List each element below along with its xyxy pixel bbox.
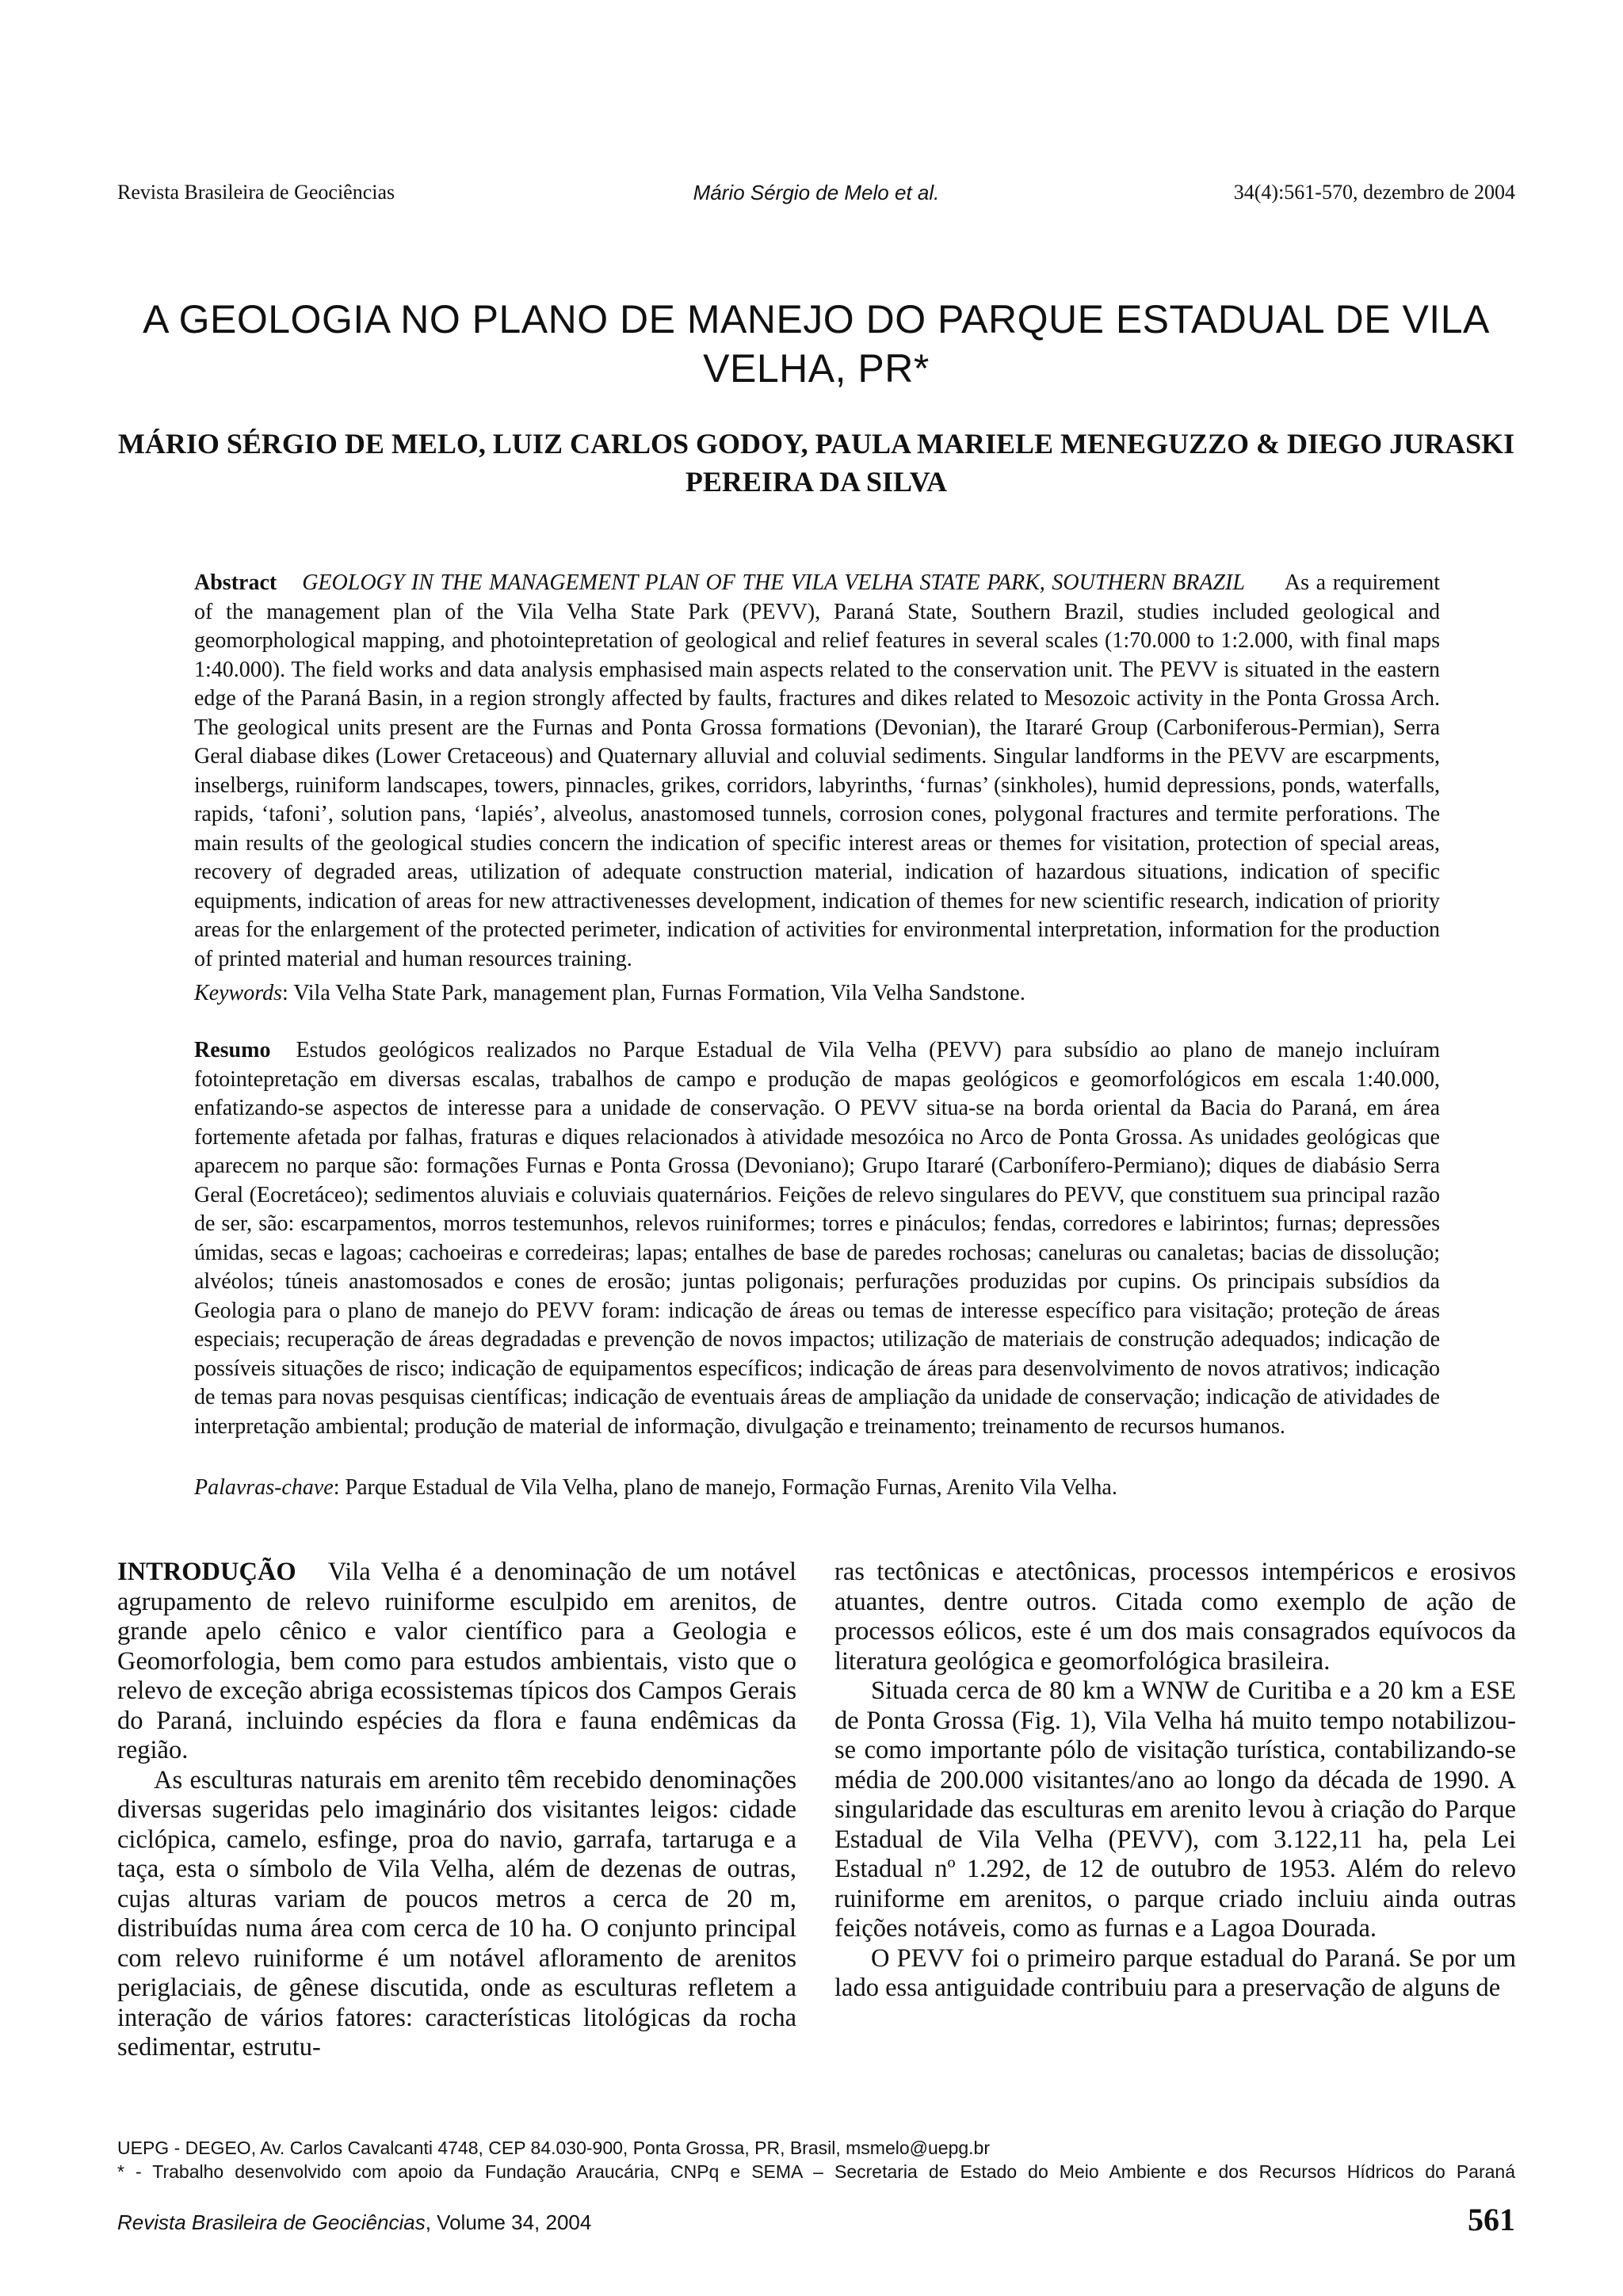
running-header — [117, 181, 1515, 212]
intro-paragraph-2-continued: ras tectônicas e atectônicas, processos intempéricos e erosivos atuantes, dentre outros. Citada como exemplo de ação de processos eólicos, este é um dos mais consagrados equívocos da literatura geológica e geomorfológica brasileira. — [834, 1558, 1516, 1676]
affiliation-address: UEPG - DEGEO, Av. Carlos Cavalcanti 4748, CEP 84.030-900, Ponta Grossa, PR, Brasil, msmelo@uepg.br — [117, 2138, 991, 2158]
header-journal: Revista Brasileira de Geociências — [117, 181, 395, 204]
keywords-label: Keywords — [194, 981, 282, 1005]
paper-title: A GEOLOGIA NO PLANO DE MANEJO DO PARQUE ESTADUAL DE VILA VELHA, PR* — [143, 297, 1490, 391]
intro-paragraph-3: Situada cerca de 80 km a WNW de Curitiba e a 20 km a ESE de Ponta Grossa (Fig. 1), Vila Velha há muito tempo notabilizou-se como importante pólo de visitação turística, contabilizando-se média de 200.000 visitantes/ano ao longo da década de 1990. A singularidade das esculturas em arenito levou à criação do Parque Estadual de Vila Velha (PEVV), com 3.122,11 ha, pela Lei Estadual nº 1.292, de 12 de outubro de 1953. Além do relevo ruiniforme em arenitos, o parque criado incluiu ainda outras feições notáveis, como as furnas e a Lagoa Dourada. — [834, 1676, 1516, 1943]
palavras-chave-text: : Parque Estadual de Vila Velha, plano de manejo, Formação Furnas, Arenito Vila Velha. — [333, 1475, 1117, 1500]
intro-paragraph-4: O PEVV foi o primeiro parque estadual do Paraná. Se por um lado essa antiguidade contribuiu para a preservação de alguns de — [834, 1943, 1516, 2002]
palavras-chave-label: Palavras-chave — [194, 1475, 334, 1500]
keywords — [194, 979, 1440, 1009]
abstract — [194, 569, 1440, 974]
affiliation-footnote — [117, 2136, 1515, 2183]
palavras-chave — [194, 1474, 1440, 1503]
abstract-english-title: GEOLOGY IN THE MANAGEMENT PLAN OF THE VILA VELHA STATE PARK, SOUTHERN BRAZIL — [302, 570, 1245, 595]
intro-paragraph-1 — [117, 1558, 796, 1766]
abstract-text: As a requirement of the management plan of the Vila Velha State Park (PEVV), Paraná State, Southern Brazil, studies included geological and geomorphological mapping, and photointepretation of geological and relief features in several scales (1:70.000 to 1:2.000, with final maps 1:40.000). The field works and data analysis emphasised main aspects related to the conservation unit. The PEVV is situated in the eastern edge of the Paraná Basin, in a region strongly affected by faults, fractures and dikes related to Mesozoic activity in the Ponta Grossa Arch. The geological units present are the Furnas and Ponta Grossa formations (Devonian), the Itararé Group (Carboniferous-Permian), Serra Geral diabase dikes (Lower Cretaceous) and Quaternary alluvial and coluvial sediments. Singular landforms in the PEVV are escarpments, inselbergs, ruiniform landscapes, towers, pinnacles, grikes, corridors, labyrinths, ‘furnas’ (sinkholes), humid depressions, ponds, waterfalls, rapids, ‘tafoni’, solution pans, ‘lapiés’, alveolus, anastomosed tunnels, corrosion cones, polygonal fractures and termite perforations. The main results of the geological studies concern the indication of specific interest areas or themes for visitation, protection of special areas, recovery of degraded areas, utilization of adequate construction material, indication of hazardous situations, indication of specific equipments, indication of areas for new attractivenesses development, indication of themes for new scientific research, indication of priority areas for the enlargement of the protected perimeter, indication of activities for environmental interpretation, information for the production of printed material and human resources training. — [194, 570, 1440, 971]
footer-journal-name: Revista Brasileira de Geociências — [117, 2210, 426, 2234]
resumo-text: Estudos geológicos realizados no Parque Estadual de Vila Velha (PEVV) para subsídio ao plano de manejo incluíram fotointepretação em diversas escalas, trabalhos de campo e produção de mapas geológicos e geomorfológicos em escala 1:40.000, enfatizando-se aspectos de interesse para a unidade de conservação. O PEVV situa-se na borda oriental da Bacia do Paraná, em área fortemente afetada por falhas, fraturas e diques relacionados à atividade mesozóica no Arco de Ponta Grossa. As unidades geológicas que aparecem no parque são: formações Furnas e Ponta Grossa (Devoniano); Grupo Itararé (Carbonífero-Permiano); diques de diabásio Serra Geral (Eocretáceo); sedimentos aluviais e coluviais quaternários. Feições de relevo singulares do PEVV, que constituem sua principal razão de ser, são: escarpamentos, morros testemunhos, relevos ruiniformes; torres e pináculos; fendas, corredores e labirintos; furnas; depressões úmidas, secas e lagoas; cachoeiras e corredeiras; lapas; entalhes de base de paredes rochosas; caneluras ou canaletas; bacias de dissolução; alvéolos; túneis anastomosados e cones de erosão; juntas poligonais; perfurações produzidas por cupins. Os principais subsídios da Geologia para o plano de manejo do PEVV foram: indicação de áreas ou temas de interesse específico para visitação; proteção de áreas especiais; recuperação de áreas degradadas e prevenção de novos impactos; utilização de materiais de construção adequados; indicação de possíveis situações de risco; indicação de equipamentos específicos; indicação de áreas para desenvolvimento de novos atrativos; indicação de temas para novas pesquisas científicas; indicação de eventuais áreas de ampliação da unidade de conservação; indicação de atividades de interpretação ambiental; produção de material de informação, divulgação e treinamento; treinamento de recursos humanos. — [194, 1038, 1440, 1439]
intro-paragraph-1-text: Vila Velha é a denominação de um notável agrupamento de relevo ruiniforme esculpido em arenitos, de grande apelo cênico e valor científico para a Geologia e Geomorfologia, bem como para estudos ambientais, visto que o relevo de exceção abriga ecossistemas típicos dos Campos Gerais do Paraná, incluindo espécies da flora e fauna endêmicas da região. — [117, 1558, 796, 1764]
header-citation: 34(4):561-570, dezembro de 2004 — [1233, 181, 1515, 204]
header-authors: Mário Sérgio de Melo et al. — [693, 181, 940, 204]
abstract-label: Abstract — [194, 570, 277, 595]
intro-paragraph-2: As esculturas naturais em arenito têm recebido denominações diversas sugeridas pelo imaginário dos visitantes leigos: cidade ciclópica, camelo, esfinge, proa do navio, garrafa, tartaruga e a taça, esta o símbolo de Vila Velha, além de dezenas de outras, cujas alturas variam de poucos metros a cerca de 20 m, distribuídas numa área com cerca de 10 ha. O conjunto principal com relevo ruiniforme é um notável afloramento de arenitos periglaciais, de gênese discutida, onde as esculturas refletem a interação de vários fatores: características litológicas da rocha sedimentar, estrutu- — [117, 1765, 796, 2061]
footer-volume: , Volume 34, 2004 — [425, 2210, 592, 2234]
body-column-right — [834, 1558, 1516, 2004]
resumo — [194, 1036, 1440, 1441]
author-list: MÁRIO SÉRGIO DE MELO, LUIZ CARLOS GODOY, PAULA MARIELE MENEGUZZO & DIEGO JURASKI PEREIRA DA SILVA — [117, 428, 1515, 498]
resumo-label: Resumo — [194, 1038, 271, 1062]
intro-heading: INTRODUÇÃO — [117, 1558, 296, 1586]
page-number: 561 — [1468, 2202, 1515, 2237]
footer-journal — [117, 2210, 591, 2235]
funding-note: * - Trabalho desenvolvido com apoio da Fundação Araucária, CNPq e SEMA – Secretaria de Estado do Meio Ambiente e dos Recursos Hídricos do Paraná — [117, 2161, 1515, 2182]
page-footer — [117, 2201, 1515, 2241]
body-column-left — [117, 1558, 796, 2063]
keywords-text: : Vila Velha State Park, management plan, Furnas Formation, Vila Velha Sandstone. — [281, 981, 1025, 1005]
